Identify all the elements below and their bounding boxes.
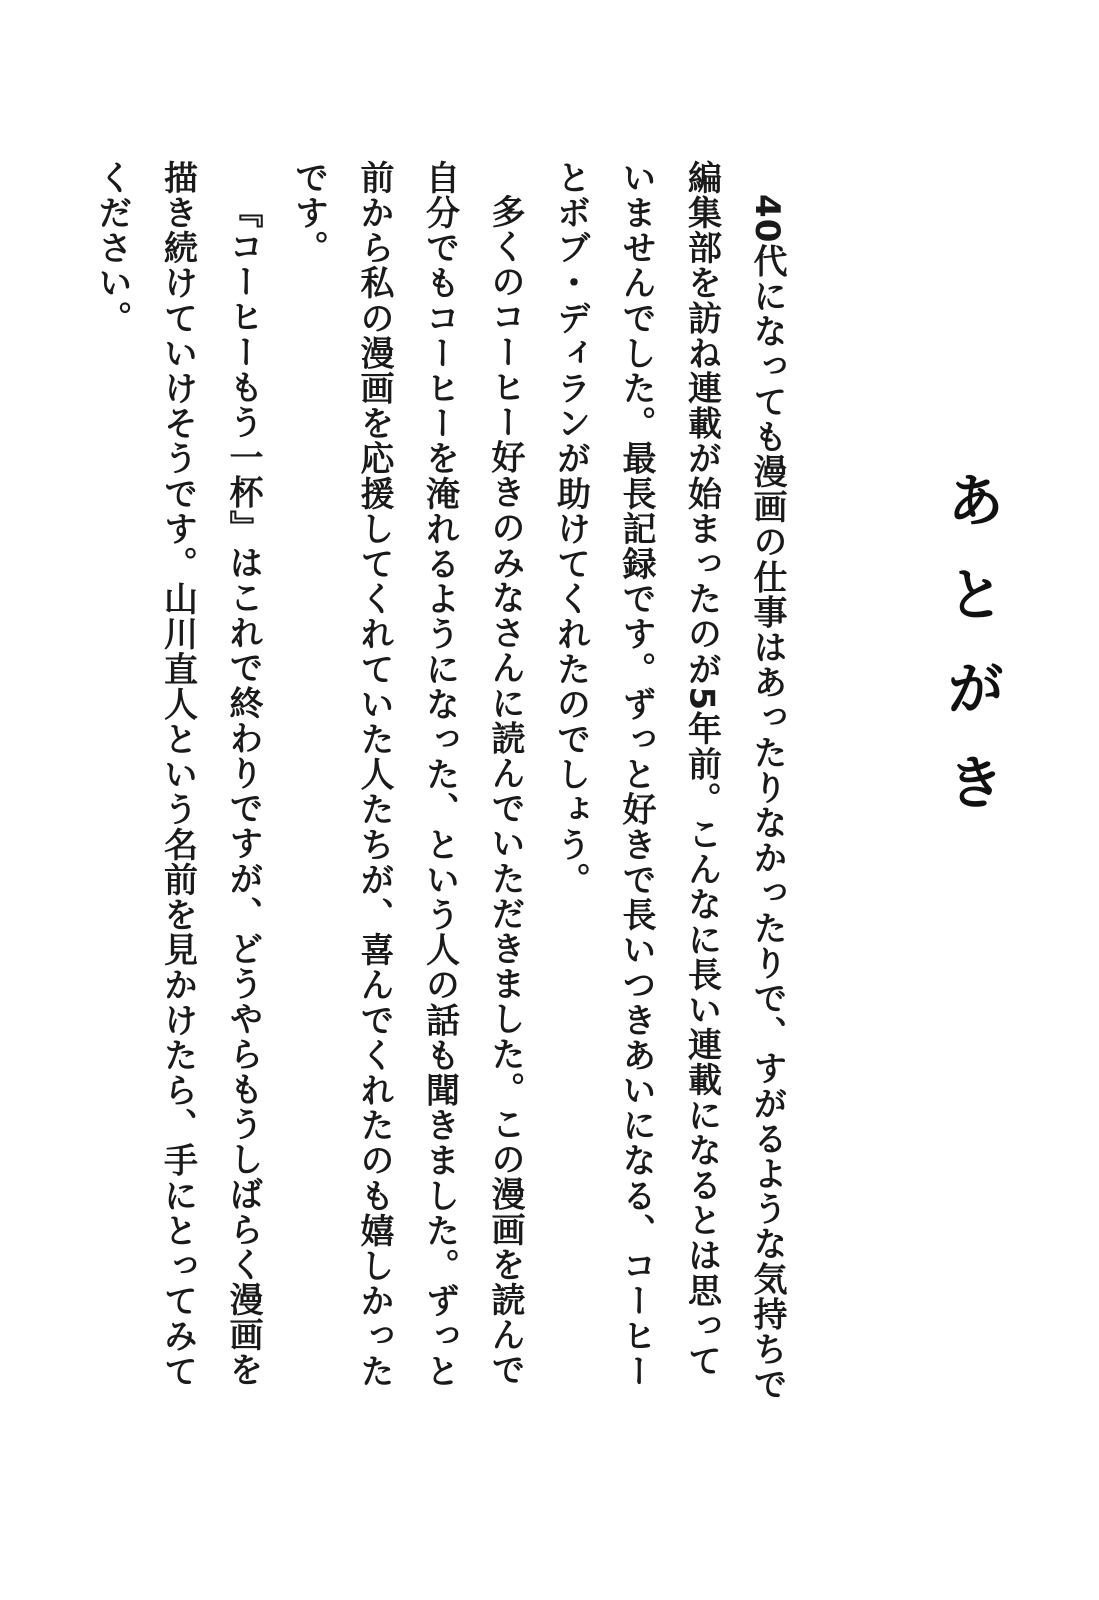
paragraph-1: 40代になっても漫画の仕事はあったりなかったりで、すがるような気持ちで編集部を訪ね連載が始まったのが5年前。こんなに長い連載になるとは思っていませんでした。最長記録です。ずっと好きで長いつきあいになる、コーヒーとボブ・ディランが助けてくれたのでしょう。 [550,160,787,1402]
page-title: あとがき [936,470,1005,846]
paragraph-2: 多くのコーヒー好きのみなさんに読んでいただきました。この漫画を読んで自分でもコーヒーを淹れるようになった、という人の話も聞きました。ずっと前から私の漫画を応援してくれていた人たちが、喜んでくれたのも嬉しかったです。 [288,160,525,1389]
afterword-body [79,160,800,1410]
paragraph-3: 『コーヒーもう一杯』はこれで終わりですが、どうやらもうしばらく漫画を描き続けていけそうです。山川直人という名前を見かけたら、手にとってみてください。 [92,160,263,1389]
